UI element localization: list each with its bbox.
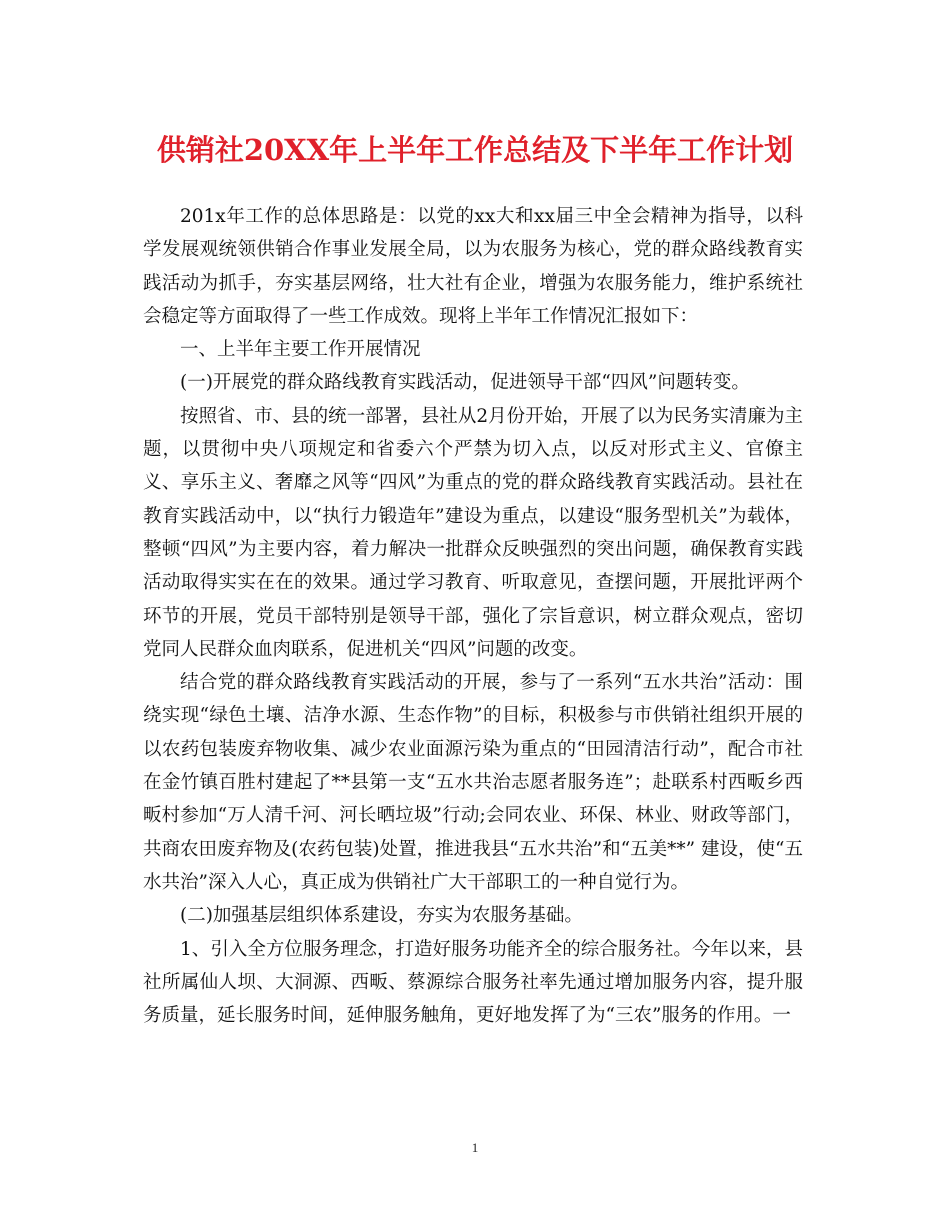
document-body [143, 200, 803, 1032]
paragraph-service-cooperative: 1、引入全方位服务理念，打造好服务功能齐全的综合服务社。今年以来，县社所属仙人坝、大洞源、西畈、蔡源综合服务社率先通过增加服务内容，提升服务质量，延长服务时间，延伸服务触角，更好地发挥了为“三农”服务的作用。一 [143, 938, 803, 1027]
paragraph-education-campaign: 按照省、市、县的统一部署，县社从2月份开始，开展了以为民务实清廉为主题，以贯彻中央八项规定和省委六个严禁为切入点，以反对形式主义、官僚主义、享乐主义、奢靡之风等“四风”为重点的党的群众路线教育实践活动。县社在教育实践活动中，以“执行力锻造年”建设为重点，以建设“服务型机关”为载体，整顿“四风”为主要内容，着力解决一批群众反映强烈的突出问题，确保教育实践活动取得实实在在的效果。通过学习教育、听取意见，查摆问题，开展批评两个环节的开展，党员干部特别是领导干部，强化了宗旨意识，树立群众观点，密切党同人民群众血肉联系，促进机关“四风”问题的改变。 [143, 405, 803, 660]
document-title: 供销社20XX年上半年工作总结及下半年工作计划 [156, 133, 794, 167]
subsection-heading-1: (一)开展党的群众路线教育实践活动，促进领导干部“四风”问题转变。 [180, 372, 750, 394]
paragraph-water-governance: 结合党的群众路线教育实践活动的开展，参与了一系列“五水共治”活动：围绕实现“绿色土壤、洁净水源、生态作物”的目标，积极参与市供销社组织开展的以农药包装废弃物收集、减少农业面源污染为重点的“田园清洁行动”，配合市社在金竹镇百胜村建起了**县第一支“五水共治志愿者服务连”；赴联系村西畈乡西畈村参加“万人清千河、河长晒垃圾”行动;会同农业、环保、林业、财政等部门，共商农田废弃物及(农药包装)处置，推进我县“五水共治”和“五美**” 建设，使“五水共治”深入人心，真正成为供销社广大干部职工的一种自觉行为。 [143, 672, 803, 893]
subsection-heading-2: (二)加强基层组织体系建设，夯实为农服务基础。 [180, 905, 583, 927]
paragraph-intro: 201x年工作的总体思路是：以党的xx大和xx届三中全会精神为指导，以科学发展观统领供销合作事业发展全局，以为农服务为核心，党的群众路线教育实践活动为抓手，夯实基层网络，壮大社有企业，增强为农服务能力，维护系统社会稳定等方面取得了一些工作成效。现将上半年工作情况汇报如下： [143, 206, 803, 327]
page-number: 1 [471, 1140, 479, 1155]
section-heading-1: 一、上半年主要工作开展情况 [180, 339, 421, 361]
